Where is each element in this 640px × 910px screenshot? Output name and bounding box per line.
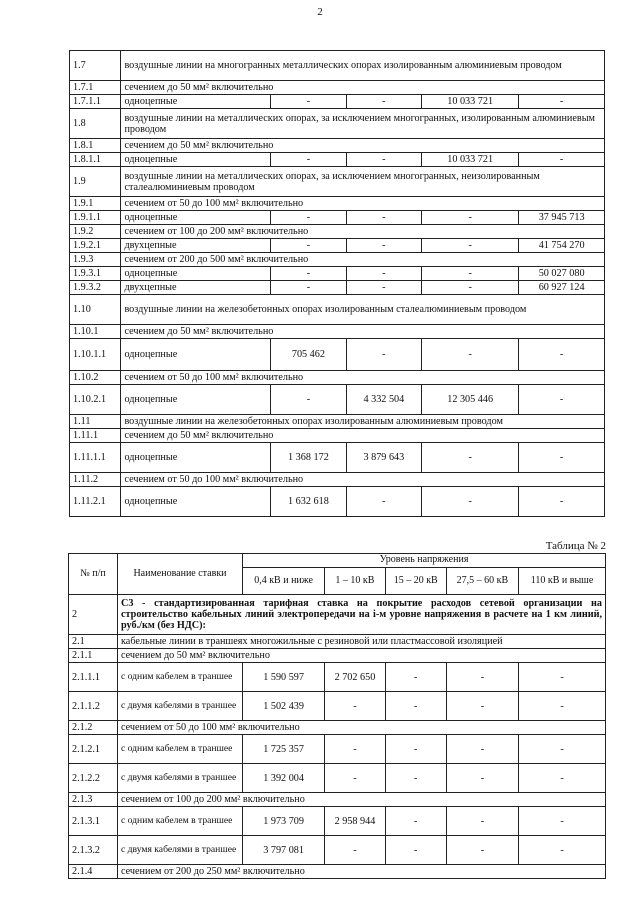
row-name: одноцепные — [121, 95, 271, 109]
value-cell: - — [422, 281, 519, 295]
table-row — [70, 153, 605, 167]
row-description: сечением от 50 до 100 мм² включительно — [121, 371, 605, 385]
value-cell: 3 797 081 — [243, 836, 325, 865]
value-cell: - — [271, 239, 346, 253]
row-code: 1.9.1 — [70, 197, 121, 211]
value-cell: - — [346, 339, 421, 371]
table-row — [70, 81, 605, 95]
value-cell: - — [346, 95, 421, 109]
table-row — [70, 253, 605, 267]
row-name: с одним кабелем в траншее — [118, 663, 243, 692]
row-code: 1.10.1 — [70, 325, 121, 339]
table-row — [69, 692, 606, 721]
row-description: сечением от 50 до 100 мм² включительно — [118, 721, 606, 735]
value-cell: 60 927 124 — [519, 281, 605, 295]
value-cell: 10 033 721 — [422, 95, 519, 109]
value-cell: - — [422, 239, 519, 253]
value-cell: - — [519, 735, 606, 764]
value-cell: 41 754 270 — [519, 239, 605, 253]
row-code: 1.8 — [70, 109, 121, 139]
row-code: 2.1.1.1 — [69, 663, 118, 692]
row-code: 1.9.3.2 — [70, 281, 121, 295]
value-cell: - — [385, 663, 446, 692]
row-description: сечением до 50 мм² включительно — [118, 649, 606, 663]
value-cell: - — [519, 663, 606, 692]
value-cell: 1 590 597 — [243, 663, 325, 692]
row-code: 1.8.1 — [70, 139, 121, 153]
table-row — [69, 793, 606, 807]
value-cell: - — [422, 267, 519, 281]
row-code: 1.11.1 — [70, 429, 121, 443]
table-caption: Таблица № 2 — [545, 540, 606, 552]
header-col-1-10kv: 1 – 10 кВ — [325, 568, 386, 595]
row-description: сечением от 100 до 200 мм² включительно — [121, 225, 605, 239]
table-row — [70, 371, 605, 385]
value-cell: - — [325, 836, 386, 865]
value-cell: 1 368 172 — [271, 443, 346, 473]
row-description: сечением от 50 до 100 мм² включительно — [121, 473, 605, 487]
row-code: 1.11 — [70, 415, 121, 429]
row-code: 2.1 — [69, 635, 118, 649]
row-description: сечением от 200 до 250 мм² включительно — [118, 865, 606, 879]
value-cell: - — [346, 153, 421, 167]
row-code: 2.1.2.2 — [69, 764, 118, 793]
value-cell: - — [519, 153, 605, 167]
row-code: 2.1.3 — [69, 793, 118, 807]
value-cell: - — [271, 211, 346, 225]
value-cell: 50 027 080 — [519, 267, 605, 281]
value-cell: - — [519, 339, 605, 371]
table-row — [70, 225, 605, 239]
value-cell: - — [385, 692, 446, 721]
value-cell: 2 958 944 — [325, 807, 386, 836]
table-row — [69, 635, 606, 649]
table-row — [70, 51, 605, 81]
value-cell: - — [519, 385, 605, 415]
value-cell: - — [271, 267, 346, 281]
value-cell: - — [346, 239, 421, 253]
row-code: 2.1.3.2 — [69, 836, 118, 865]
header-col-27-60kv: 27,5 – 60 кВ — [446, 568, 518, 595]
row-description: воздушные линии на железобетонных опорах изолированным алюминиевым проводом — [121, 415, 605, 429]
value-cell: - — [346, 281, 421, 295]
row-description: сечением до 50 мм² включительно — [121, 325, 605, 339]
value-cell: - — [325, 735, 386, 764]
header-rate-name: Наименование ставки — [118, 554, 243, 595]
row-description: воздушные линии на металлических опорах, за исключением многогранных, неизолированным сталеалюминиевым проводом — [121, 167, 605, 197]
row-code: 1.9.1.1 — [70, 211, 121, 225]
value-cell: 705 462 — [271, 339, 346, 371]
table-row — [70, 385, 605, 415]
table-row — [70, 167, 605, 197]
value-cell: - — [446, 663, 518, 692]
value-cell: 1 725 357 — [243, 735, 325, 764]
row-name: с двумя кабелями в траншее — [118, 764, 243, 793]
row-description: сечением от 200 до 500 мм² включительно — [121, 253, 605, 267]
row-code: 1.11.2.1 — [70, 487, 121, 517]
value-cell: 4 332 504 — [346, 385, 421, 415]
value-cell: - — [519, 692, 606, 721]
header-col-15-20kv: 15 – 20 кВ — [385, 568, 446, 595]
table-row — [69, 649, 606, 663]
row-code: 1.11.2 — [70, 473, 121, 487]
table-row — [69, 595, 606, 635]
table-row — [70, 443, 605, 473]
row-code: 1.9.2.1 — [70, 239, 121, 253]
row-code: 2.1.1 — [69, 649, 118, 663]
row-description: сечением до 50 мм² включительно — [121, 139, 605, 153]
value-cell: 10 033 721 — [422, 153, 519, 167]
table-row — [70, 487, 605, 517]
row-name: двухцепные — [121, 281, 271, 295]
row-code: 2.1.4 — [69, 865, 118, 879]
row-code: 1.7 — [70, 51, 121, 81]
tariff-table-1 — [69, 50, 605, 517]
table-row — [70, 211, 605, 225]
row-code: 1.11.1.1 — [70, 443, 121, 473]
value-cell: - — [271, 153, 346, 167]
row-description: воздушные линии на многогранных металлических опорах изолированным алюминиевым проводом — [121, 51, 605, 81]
row-name: с двумя кабелями в траншее — [118, 836, 243, 865]
row-description: сечением до 50 мм² включительно — [121, 429, 605, 443]
value-cell: - — [519, 836, 606, 865]
table-row — [70, 295, 605, 325]
row-name: одноцепные — [121, 153, 271, 167]
value-cell: - — [519, 95, 605, 109]
row-name: одноцепные — [121, 487, 271, 517]
table-row — [69, 836, 606, 865]
row-code: 2 — [69, 595, 118, 635]
row-description: воздушные линии на металлических опорах, за исключением многогранных, изолированным алюминиевым проводом — [121, 109, 605, 139]
header-voltage-level: Уровень напряжения — [243, 554, 606, 568]
table-row — [69, 721, 606, 735]
value-cell: - — [422, 487, 519, 517]
value-cell: - — [271, 385, 346, 415]
value-cell: 1 392 004 — [243, 764, 325, 793]
value-cell: - — [385, 764, 446, 793]
row-code: 2.1.2.1 — [69, 735, 118, 764]
row-name: двухцепные — [121, 239, 271, 253]
row-name: с одним кабелем в траншее — [118, 807, 243, 836]
value-cell: - — [519, 443, 605, 473]
table-row — [70, 429, 605, 443]
table-row — [69, 735, 606, 764]
row-code: 2.1.3.1 — [69, 807, 118, 836]
value-cell: 2 702 650 — [325, 663, 386, 692]
value-cell: 1 502 439 — [243, 692, 325, 721]
table-row — [70, 95, 605, 109]
value-cell: 1 632 618 — [271, 487, 346, 517]
table-row — [70, 325, 605, 339]
row-code: 1.9 — [70, 167, 121, 197]
row-code: 1.8.1.1 — [70, 153, 121, 167]
row-code: 1.9.3.1 — [70, 267, 121, 281]
row-code: 1.9.2 — [70, 225, 121, 239]
row-code: 1.10 — [70, 295, 121, 325]
row-name: одноцепные — [121, 339, 271, 371]
header-col-04kv: 0,4 кВ и ниже — [243, 568, 325, 595]
table-row — [70, 473, 605, 487]
value-cell: - — [446, 836, 518, 865]
row-code: 1.10.2 — [70, 371, 121, 385]
value-cell: - — [519, 764, 606, 793]
row-code: 1.10.1.1 — [70, 339, 121, 371]
section-heading: С3 - стандартизированная тарифная ставка на покрытие расходов сетевой организации на строительство кабельных линий электропередачи на i-м уровне напряжения в расчете на 1 км линий, руб./км (без НДС): — [118, 595, 606, 635]
row-code: 2.1.2 — [69, 721, 118, 735]
row-code: 2.1.1.2 — [69, 692, 118, 721]
value-cell: - — [325, 692, 386, 721]
row-code: 1.7.1.1 — [70, 95, 121, 109]
value-cell: - — [346, 267, 421, 281]
value-cell: - — [385, 735, 446, 764]
table-row — [70, 139, 605, 153]
row-description: кабельные линии в траншеях многожильные с резиновой или пластмассовой изоляцией — [118, 635, 606, 649]
table-row — [69, 663, 606, 692]
value-cell: - — [519, 487, 605, 517]
row-description: воздушные линии на железобетонных опорах изолированным сталеалюминиевым проводом — [121, 295, 605, 325]
value-cell: - — [346, 211, 421, 225]
row-name: одноцепные — [121, 443, 271, 473]
value-cell: - — [446, 807, 518, 836]
header-number: № п/п — [69, 554, 118, 595]
table-row — [70, 109, 605, 139]
value-cell: - — [446, 735, 518, 764]
table-row — [70, 339, 605, 371]
value-cell: - — [422, 211, 519, 225]
value-cell: - — [385, 807, 446, 836]
table-row — [70, 267, 605, 281]
row-code: 1.7.1 — [70, 81, 121, 95]
table-row — [70, 239, 605, 253]
value-cell: - — [446, 692, 518, 721]
table-row — [69, 807, 606, 836]
table-row — [69, 865, 606, 879]
row-description: сечением до 50 мм² включительно — [121, 81, 605, 95]
row-description: сечением от 50 до 100 мм² включительно — [121, 197, 605, 211]
value-cell: - — [271, 281, 346, 295]
page-number: 2 — [317, 6, 323, 18]
value-cell: - — [422, 339, 519, 371]
value-cell: - — [446, 764, 518, 793]
row-description: сечением от 100 до 200 мм² включительно — [118, 793, 606, 807]
value-cell: - — [325, 764, 386, 793]
row-code: 1.9.3 — [70, 253, 121, 267]
value-cell: - — [422, 443, 519, 473]
tariff-table-2 — [68, 553, 606, 879]
value-cell: - — [385, 836, 446, 865]
table-row — [70, 415, 605, 429]
table-row — [70, 281, 605, 295]
value-cell: 12 305 446 — [422, 385, 519, 415]
row-name: с двумя кабелями в траншее — [118, 692, 243, 721]
row-code: 1.10.2.1 — [70, 385, 121, 415]
value-cell: - — [519, 807, 606, 836]
value-cell: 1 973 709 — [243, 807, 325, 836]
row-name: одноцепные — [121, 267, 271, 281]
header-col-110kv: 110 кВ и выше — [519, 568, 606, 595]
value-cell: 37 945 713 — [519, 211, 605, 225]
value-cell: 3 879 643 — [346, 443, 421, 473]
row-name: одноцепные — [121, 385, 271, 415]
table-row — [69, 764, 606, 793]
value-cell: - — [271, 95, 346, 109]
table-row — [70, 197, 605, 211]
value-cell: - — [346, 487, 421, 517]
row-name: с одним кабелем в траншее — [118, 735, 243, 764]
row-name: одноцепные — [121, 211, 271, 225]
